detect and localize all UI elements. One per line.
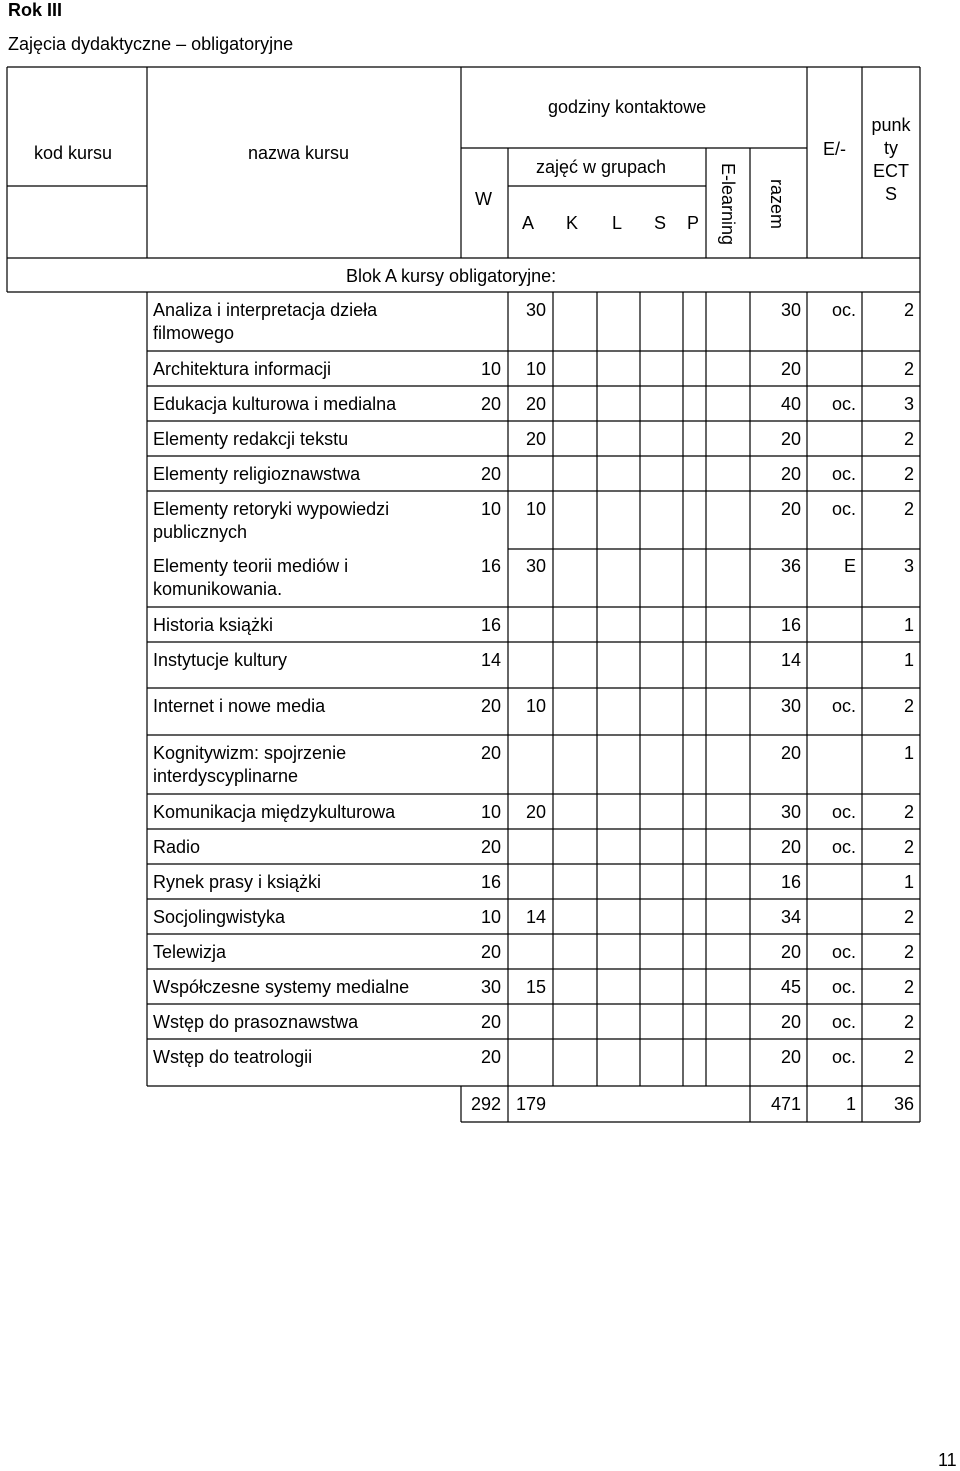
course-e-cell: oc. <box>831 837 856 857</box>
course-razem-cell: 16 <box>780 872 801 892</box>
course-ects-cell: 2 <box>903 359 914 379</box>
course-e-cell: oc. <box>831 499 856 519</box>
course-name: Internet i nowe media <box>153 696 326 716</box>
course-razem-cell: 34 <box>780 907 801 927</box>
course-ects-cell: 3 <box>903 556 914 576</box>
course-ects-cell: 2 <box>903 907 914 927</box>
course-w-cell: 16 <box>480 615 501 635</box>
course-name: Elementy retoryki wypowiedzi publicznych <box>153 499 390 542</box>
course-razem-cell: 30 <box>780 802 801 822</box>
course-ects-cell: 2 <box>903 499 914 519</box>
course-name: Wstęp do prasoznawstwa <box>153 1012 359 1032</box>
course-razem-cell: 20 <box>780 499 801 519</box>
course-razem-cell: 20 <box>780 464 801 484</box>
header-k: K <box>566 213 579 233</box>
course-ects-cell: 2 <box>903 300 914 320</box>
total-ects: 36 <box>893 1094 914 1114</box>
course-razem-cell: 30 <box>780 300 801 320</box>
course-w-cell: 16 <box>480 556 501 576</box>
header-a: A <box>522 213 535 233</box>
course-a-cell: 15 <box>525 977 546 997</box>
total-e: 1 <box>845 1094 856 1114</box>
course-a-cell: 30 <box>525 300 546 320</box>
course-e-cell: oc. <box>831 464 856 484</box>
course-name: Telewizja <box>153 942 227 962</box>
page-subheading: Zajęcia dydaktyczne – obligatoryjne <box>8 34 294 54</box>
course-name: Analiza i interpretacja dzieła filmowego <box>153 300 378 343</box>
course-razem-cell: 20 <box>780 743 801 763</box>
course-razem-cell: 20 <box>780 837 801 857</box>
course-razem-cell: 20 <box>780 1047 801 1067</box>
course-name: Rynek prasy i książki <box>153 872 322 892</box>
course-e-cell: oc. <box>831 802 856 822</box>
course-e-cell: oc. <box>831 1047 856 1067</box>
header-godziny-kontaktowe: godziny kontaktowe <box>548 97 707 117</box>
course-e-cell: oc. <box>831 1012 856 1032</box>
course-name: Architektura informacji <box>153 359 332 379</box>
course-razem-cell: 36 <box>780 556 801 576</box>
course-ects-cell: 2 <box>903 696 914 716</box>
total-a: 179 <box>515 1094 546 1114</box>
course-w-cell: 10 <box>480 499 501 519</box>
course-name: Elementy religioznawstwa <box>153 464 361 484</box>
header-s: S <box>654 213 667 233</box>
course-w-cell: 20 <box>480 1047 501 1067</box>
course-ects-cell: 1 <box>903 650 914 670</box>
total-razem: 471 <box>770 1094 801 1114</box>
course-w-cell: 10 <box>480 907 501 927</box>
course-razem-cell: 20 <box>780 359 801 379</box>
course-ects-cell: 2 <box>903 429 914 449</box>
course-razem-cell: 45 <box>780 977 801 997</box>
course-w-cell: 20 <box>480 942 501 962</box>
header-razem: razem <box>767 178 787 229</box>
course-w-cell: 30 <box>480 977 501 997</box>
course-w-cell: 20 <box>480 837 501 857</box>
course-razem-cell: 20 <box>780 1012 801 1032</box>
course-ects-cell: 3 <box>903 394 914 414</box>
course-ects-cell: 2 <box>903 1047 914 1067</box>
course-name: Socjolingwistyka <box>153 907 286 927</box>
course-name: Elementy redakcji tekstu <box>153 429 349 449</box>
course-ects-cell: 1 <box>903 872 914 892</box>
course-a-cell: 10 <box>525 696 546 716</box>
course-name: Radio <box>153 837 201 857</box>
course-ects-cell: 2 <box>903 802 914 822</box>
course-w-cell: 16 <box>480 872 501 892</box>
course-name: Historia książki <box>153 615 274 635</box>
course-ects-cell: 2 <box>903 942 914 962</box>
header-e: E/- <box>823 139 847 159</box>
header-zajec-w-grupach: zajęć w grupach <box>536 157 667 177</box>
course-e-cell: oc. <box>831 977 856 997</box>
course-w-cell: 10 <box>480 802 501 822</box>
course-e-cell: oc. <box>831 394 856 414</box>
page-heading: Rok III <box>8 0 63 20</box>
course-w-cell: 20 <box>480 696 501 716</box>
course-razem-cell: 40 <box>780 394 801 414</box>
course-w-cell: 14 <box>480 650 501 670</box>
course-name: Komunikacja międzykulturowa <box>153 802 396 822</box>
course-w-cell: 20 <box>480 464 501 484</box>
header-nazwa-kursu: nazwa kursu <box>248 143 350 163</box>
course-razem-cell: 20 <box>780 429 801 449</box>
course-name: Edukacja kulturowa i medialna <box>153 394 397 414</box>
header-l: L <box>612 213 623 233</box>
course-a-cell: 20 <box>525 429 546 449</box>
course-w-cell: 20 <box>480 1012 501 1032</box>
course-a-cell: 30 <box>525 556 546 576</box>
course-ects-cell: 2 <box>903 977 914 997</box>
course-a-cell: 20 <box>525 394 546 414</box>
course-a-cell: 10 <box>525 499 546 519</box>
course-razem-cell: 20 <box>780 942 801 962</box>
course-e-cell: oc. <box>831 300 856 320</box>
course-a-cell: 20 <box>525 802 546 822</box>
page-number: 11 <box>938 1450 957 1470</box>
course-name: Kognitywizm: spojrzenie interdyscyplinarne <box>153 743 347 786</box>
course-a-cell: 14 <box>525 907 546 927</box>
course-razem-cell: 30 <box>780 696 801 716</box>
course-e-cell: oc. <box>831 696 856 716</box>
course-name: Wstęp do teatrologii <box>153 1047 313 1067</box>
header-ects: punk ty ECT S <box>871 115 911 204</box>
course-w-cell: 20 <box>480 743 501 763</box>
course-ects-cell: 1 <box>903 743 914 763</box>
course-ects-cell: 1 <box>903 615 914 635</box>
course-razem-cell: 16 <box>780 615 801 635</box>
course-e-cell: oc. <box>831 942 856 962</box>
header-p: P <box>687 213 700 233</box>
header-e-learning: E-learning <box>718 162 738 246</box>
total-w: 292 <box>470 1094 501 1114</box>
course-ects-cell: 2 <box>903 1012 914 1032</box>
header-kod-kursu: kod kursu <box>34 143 113 163</box>
course-name: Współczesne systemy medialne <box>153 977 410 997</box>
course-a-cell: 10 <box>525 359 546 379</box>
course-name: Elementy teorii mediów i komunikowania. <box>153 556 349 599</box>
course-w-cell: 10 <box>480 359 501 379</box>
course-ects-cell: 2 <box>903 837 914 857</box>
course-name: Instytucje kultury <box>153 650 288 670</box>
course-razem-cell: 14 <box>780 650 801 670</box>
header-w: W <box>475 189 492 209</box>
course-e-cell: E <box>843 556 856 576</box>
block-title: Blok A kursy obligatoryjne: <box>346 266 557 286</box>
course-ects-cell: 2 <box>903 464 914 484</box>
course-w-cell: 20 <box>480 394 501 414</box>
